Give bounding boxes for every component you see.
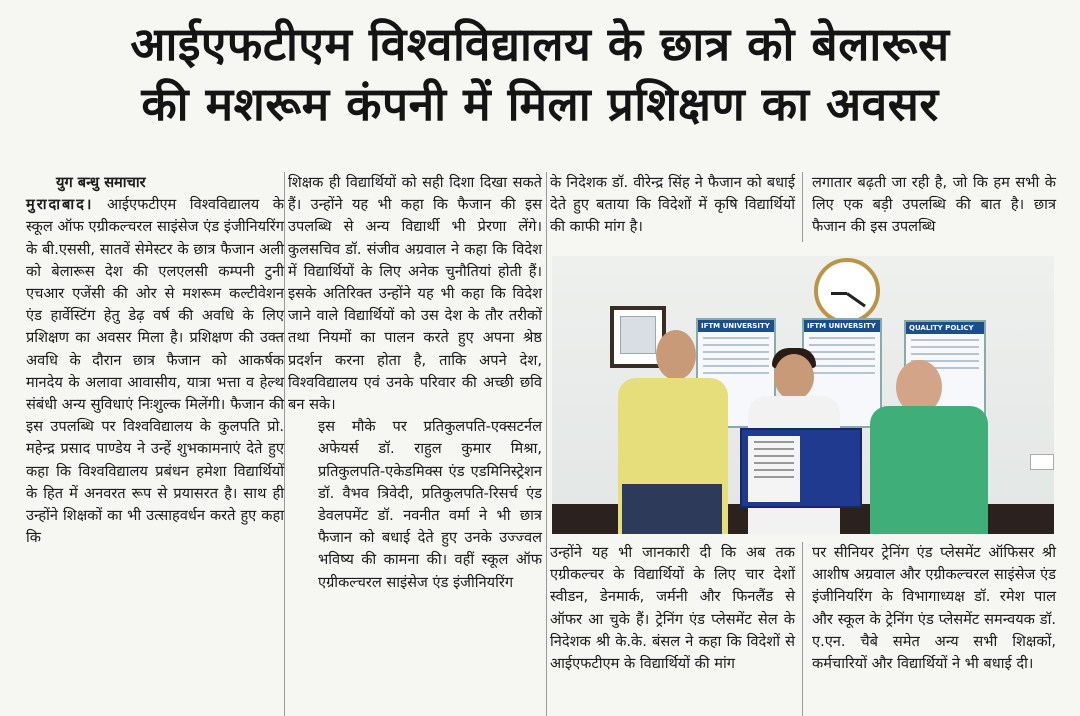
article-paragraph: के निदेशक डॉ. वीरेन्द्र सिंह ने फैजान को बधाई देते हुए बताया कि विदेशों में कृषि विद्यार्थियों की काफी मांग है। — [550, 174, 795, 236]
article-column-3-bottom — [550, 542, 795, 675]
news-photo — [552, 256, 1054, 534]
article-column-1 — [26, 172, 284, 549]
wall-switch — [1030, 454, 1054, 470]
article-paragraph — [26, 194, 284, 549]
certificate-folder — [740, 428, 862, 508]
article-paragraph: इस मौके पर प्रतिकुलपति-एक्सटर्नल अफेयर्स डॉ. राहुल कुमार मिश्रा, प्रतिकुलपति-एकेडमिक्स एंड एडमिनिस्ट्रेशन डॉ. वैभव त्रिवेदी, प्रतिकुलपति-रिसर्च एंड डेवलपमेंट डॉ. नवनीत वर्मा ने भी छात्र फैजान को बधाई देते हुए उनके उज्ज्वल भविष्य की कामना की। वहीं स्कूल ऑफ एग्रीकल्चरल साइंसेज एंड इंजीनियरिंग — [318, 418, 542, 591]
article-column-4-top — [812, 172, 1056, 239]
poster-title: IFTM UNIVERSITY — [698, 320, 774, 332]
byline: युग बन्धु समाचार — [56, 174, 146, 191]
poster-title: IFTM UNIVERSITY — [804, 320, 880, 332]
poster-title: QUALITY POLICY — [906, 322, 984, 334]
column-rule — [802, 172, 803, 242]
article-paragraph: शिक्षक ही विद्यार्थियों को सही दिशा दिखा सकते हैं। उन्होंने यह भी कहा कि फैजान की इस उपलब्धि से अन्य विद्यार्थी भी प्रेरणा लेंगे। कुलसचिव डॉ. संजीव अग्रवाल ने कहा कि विदेश में विद्यार्थियों के लिए अनेक चुनौतियां होती हैं। इसके अतिरिक्त उन्होंने यह भी कहा कि विदेश जाने वाले विद्यार्थियों को उस देश के तौर तरीकों तथा नियमों का पालन करते हुए अपना श्रेष्ठ प्रदर्शन करना होता है, ताकि अपने देश, विश्वविद्यालय एवं उनके परिवार की अच्छी छवि बन सके। — [288, 174, 542, 414]
wall-clock-icon — [814, 258, 880, 324]
headline — [0, 14, 1080, 134]
dateline: मुरादाबाद। — [26, 196, 94, 214]
column-rule — [284, 172, 285, 716]
column-rule — [802, 542, 803, 716]
article-paragraph: पर सीनियर ट्रेनिंग एंड प्लेसमेंट ऑफिसर श्री आशीष अग्रवाल और एग्रीकल्चरल साइंसेज एंड इंजीनियरिंग के विभागाध्यक्ष डॉ. रमेश पाल और स्कूल के ट्रेनिंग एंड प्लेसमेंट समन्वयक डॉ. ए.एन. चैबे समेत अन्य सभी शिक्षकों, कर्मचारियों और विद्यार्थियों ने भी बधाई दी। — [812, 544, 1056, 673]
article-column-4-bottom — [812, 542, 1056, 675]
headline-line-1: आईएफटीएम विश्वविद्यालय के छात्र को बेलारूस — [130, 17, 950, 71]
article-paragraph: उन्होंने यह भी जानकारी दी कि अब तक एग्रीकल्चर के विद्यार्थियों के लिए चार देशों स्वीडन, डेनमार्क, जर्मनी और फिनलैंड से ऑफर आ चुके हैं। ट्रेनिंग एंड प्लेसमेंट सेल के निदेशक श्री के.के. बंसल ने कहा कि विदेशों से आईएफटीएम के विद्यार्थियों की मांग — [550, 544, 795, 673]
headline-line-2: की मशरूम कंपनी में मिला प्रशिक्षण का अवसर — [141, 77, 939, 131]
article-paragraph: लगातार बढ़ती जा रही है, जो कि हम सभी के लिए एक बड़ी उपलब्धि की बात है। छात्र फैजान की इस उपलब्धि — [812, 174, 1056, 236]
article-column-2 — [288, 172, 542, 594]
paragraph-text: आईएफटीएम विश्वविद्यालय के स्कूल ऑफ एग्रीकल्चरल साइंसेज एंड इंजीनियरिंग के बी.एससी, सातवें सेमेस्टर के छात्र फैजान अली को बेलारूस देश की एलएलसी कम्पनी टुनी एचआर एजेंसी की ओर से मशरूम कल्टीवेशन एंड हार्वेस्टिंग हेतु डेढ़ वर्ष की अवधि के लिए प्रशिक्षण का अवसर मिला है। प्रशिक्षण की उक्त अवधि के दौरान छात्र फैजान को आकर्षक मानदेय के अलावा आवासीय, यात्रा भत्ता व हेल्थ संबंधी अन्य सुविधाएं निःशुल्क मिलेंगी। फैजान की इस उपलब्धि पर विश्वविद्यालय के कुलपति प्रो. महेन्द्र प्रसाद पाण्डेय ने उन्हें शुभकामनाएं देते हुए कहा कि विश्वविद्यालय प्रबंधन हमेशा विद्यार्थियों के हित में अनवरत रूप से प्रयासरत है। साथ ही उन्होंने शिक्षकों का भी उत्साहवर्धन करते हुए कहा कि — [26, 196, 284, 547]
article-column-3-top — [550, 172, 795, 239]
column-rule — [546, 172, 547, 716]
